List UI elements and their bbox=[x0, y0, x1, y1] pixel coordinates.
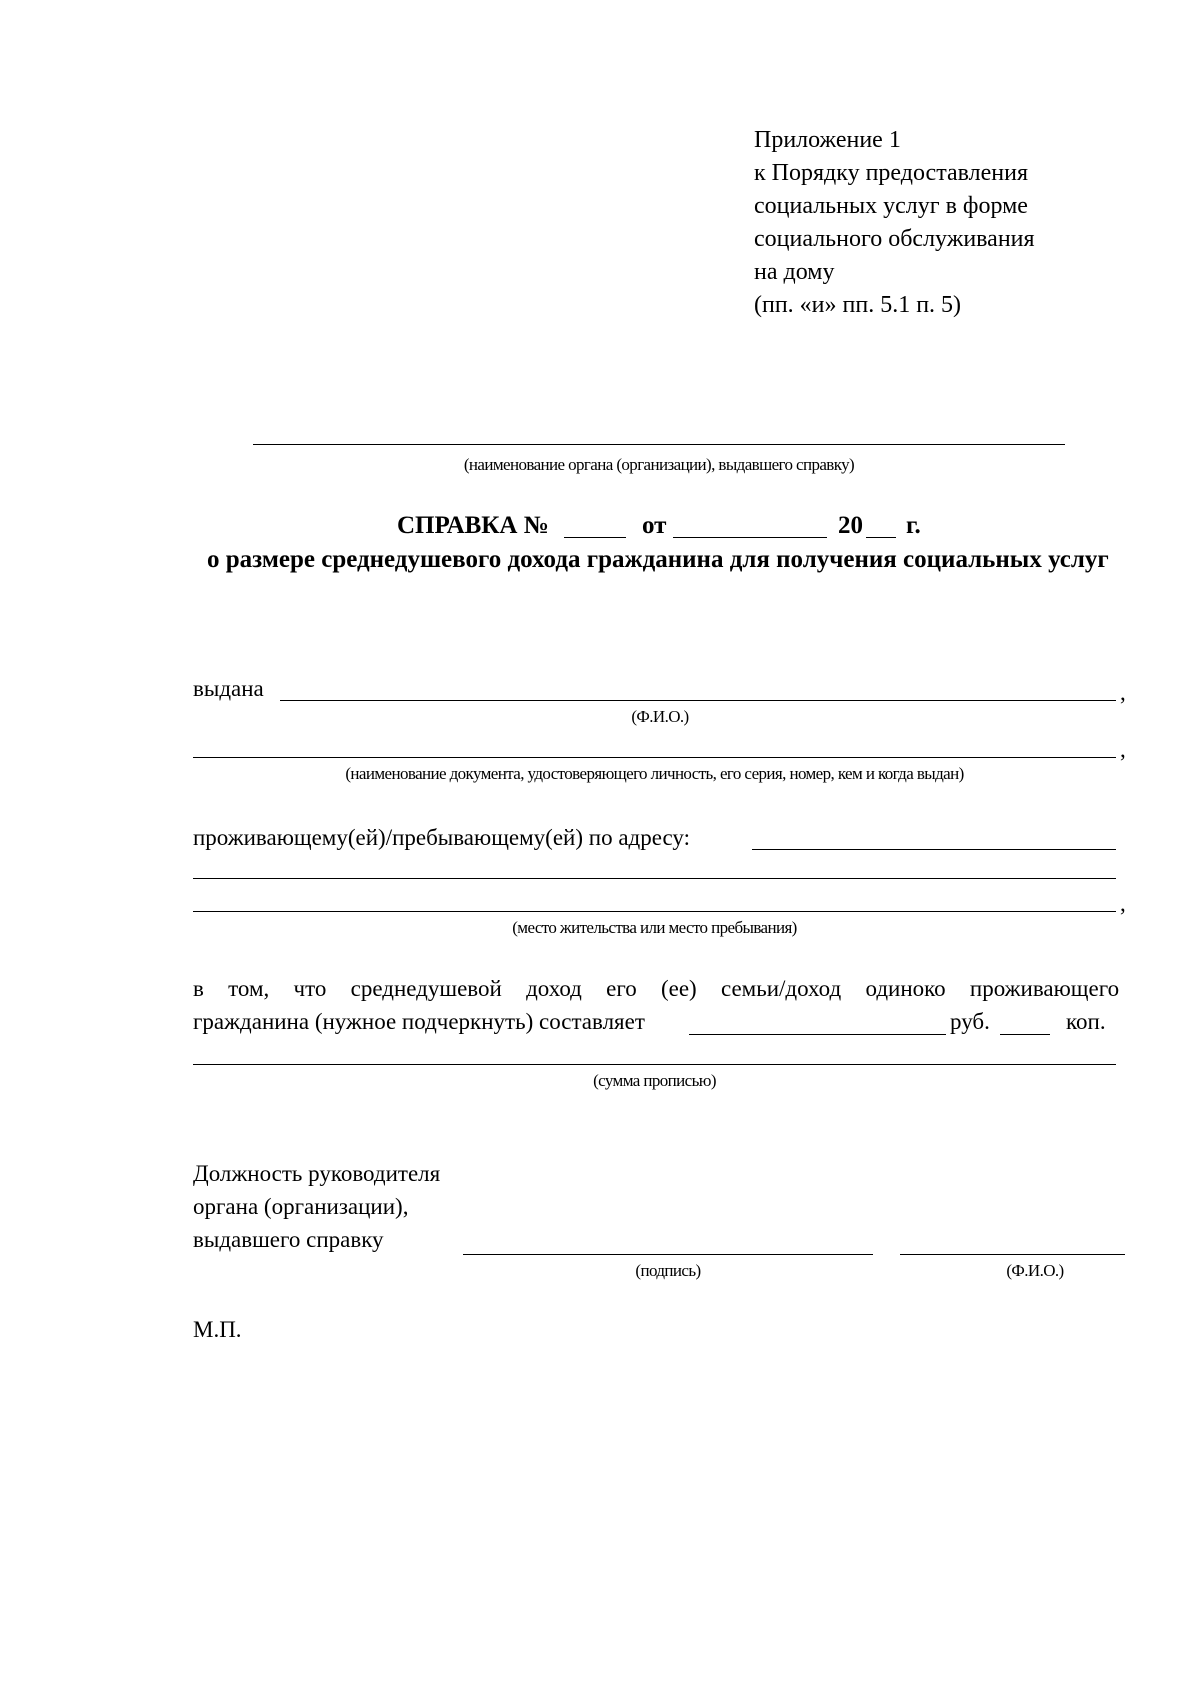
appendix-line: социального обслуживания bbox=[754, 226, 1035, 252]
fio-field[interactable] bbox=[280, 700, 1116, 701]
identity-document-caption: (наименование документа, удостоверяющего личность, его серия, номер, кем и когда выдан) bbox=[345, 764, 964, 783]
rub-label: руб. bbox=[950, 1009, 990, 1034]
certificate-title bbox=[397, 512, 549, 540]
signature-caption: (подпись) bbox=[635, 1261, 701, 1280]
certificate-subtitle: о размере среднедушевого дохода гражданина для получения социальных услуг bbox=[207, 546, 1109, 573]
certificate-year-suffix: г. bbox=[906, 512, 921, 539]
stamp-place: М.П. bbox=[193, 1317, 242, 1342]
appendix-line: на дому bbox=[754, 259, 835, 285]
identity-document-field[interactable] bbox=[193, 757, 1116, 758]
appendix-line: Приложение 1 bbox=[754, 127, 901, 153]
issuer-caption: (наименование органа (организации), выдавшего справку) bbox=[463, 455, 855, 474]
certificate-from-label: от bbox=[642, 512, 667, 539]
address-field-3[interactable] bbox=[193, 911, 1116, 912]
certificate-number-field[interactable] bbox=[564, 537, 626, 538]
kop-label: коп. bbox=[1066, 1009, 1106, 1034]
address-label: проживающему(ей)/пребывающему(ей) по адресу: bbox=[193, 825, 691, 850]
address-comma: , bbox=[1120, 891, 1126, 916]
issued-label: выдана bbox=[193, 676, 264, 701]
income-statement-line-1: в том, что среднедушевой доход его (ее) семьи/доход одиноко проживающего bbox=[193, 976, 1120, 1001]
fio-comma: , bbox=[1120, 680, 1126, 705]
address-field-2[interactable] bbox=[193, 878, 1116, 879]
position-line-1: Должность руководителя bbox=[193, 1161, 441, 1186]
income-kop-field[interactable] bbox=[1000, 1034, 1050, 1035]
certificate-date-field[interactable] bbox=[673, 537, 827, 538]
fio-caption: (Ф.И.О.) bbox=[631, 707, 689, 726]
appendix-note bbox=[754, 124, 1035, 322]
signer-fio-caption: (Ф.И.О.) bbox=[1006, 1261, 1064, 1280]
position-line-3: выдавшего справку bbox=[193, 1227, 384, 1252]
identity-document-comma: , bbox=[1120, 737, 1126, 762]
income-rub-field[interactable] bbox=[689, 1034, 946, 1035]
income-statement-line-2: гражданина (нужное подчеркнуть) составляет bbox=[193, 1009, 645, 1034]
signer-fio-field[interactable] bbox=[900, 1254, 1125, 1255]
position-line-2: органа (организации), bbox=[193, 1194, 409, 1219]
sum-in-words-field[interactable] bbox=[193, 1064, 1116, 1065]
certificate-year-field[interactable] bbox=[866, 537, 896, 538]
sum-in-words-caption: (сумма прописью) bbox=[593, 1071, 716, 1090]
issuer-field[interactable] bbox=[253, 444, 1065, 445]
address-field-1[interactable] bbox=[752, 849, 1116, 850]
appendix-line: (пп. «и» пп. 5.1 п. 5) bbox=[754, 292, 962, 318]
appendix-line: социальных услуг в форме bbox=[754, 193, 1028, 219]
signature-field[interactable] bbox=[463, 1254, 873, 1255]
certificate-year-prefix: 20 bbox=[838, 512, 863, 539]
certificate-number-label: СПРАВКА № bbox=[397, 512, 549, 539]
address-caption: (место жительства или место пребывания) bbox=[512, 918, 797, 937]
appendix-line: к Порядку предоставления bbox=[754, 160, 1029, 186]
